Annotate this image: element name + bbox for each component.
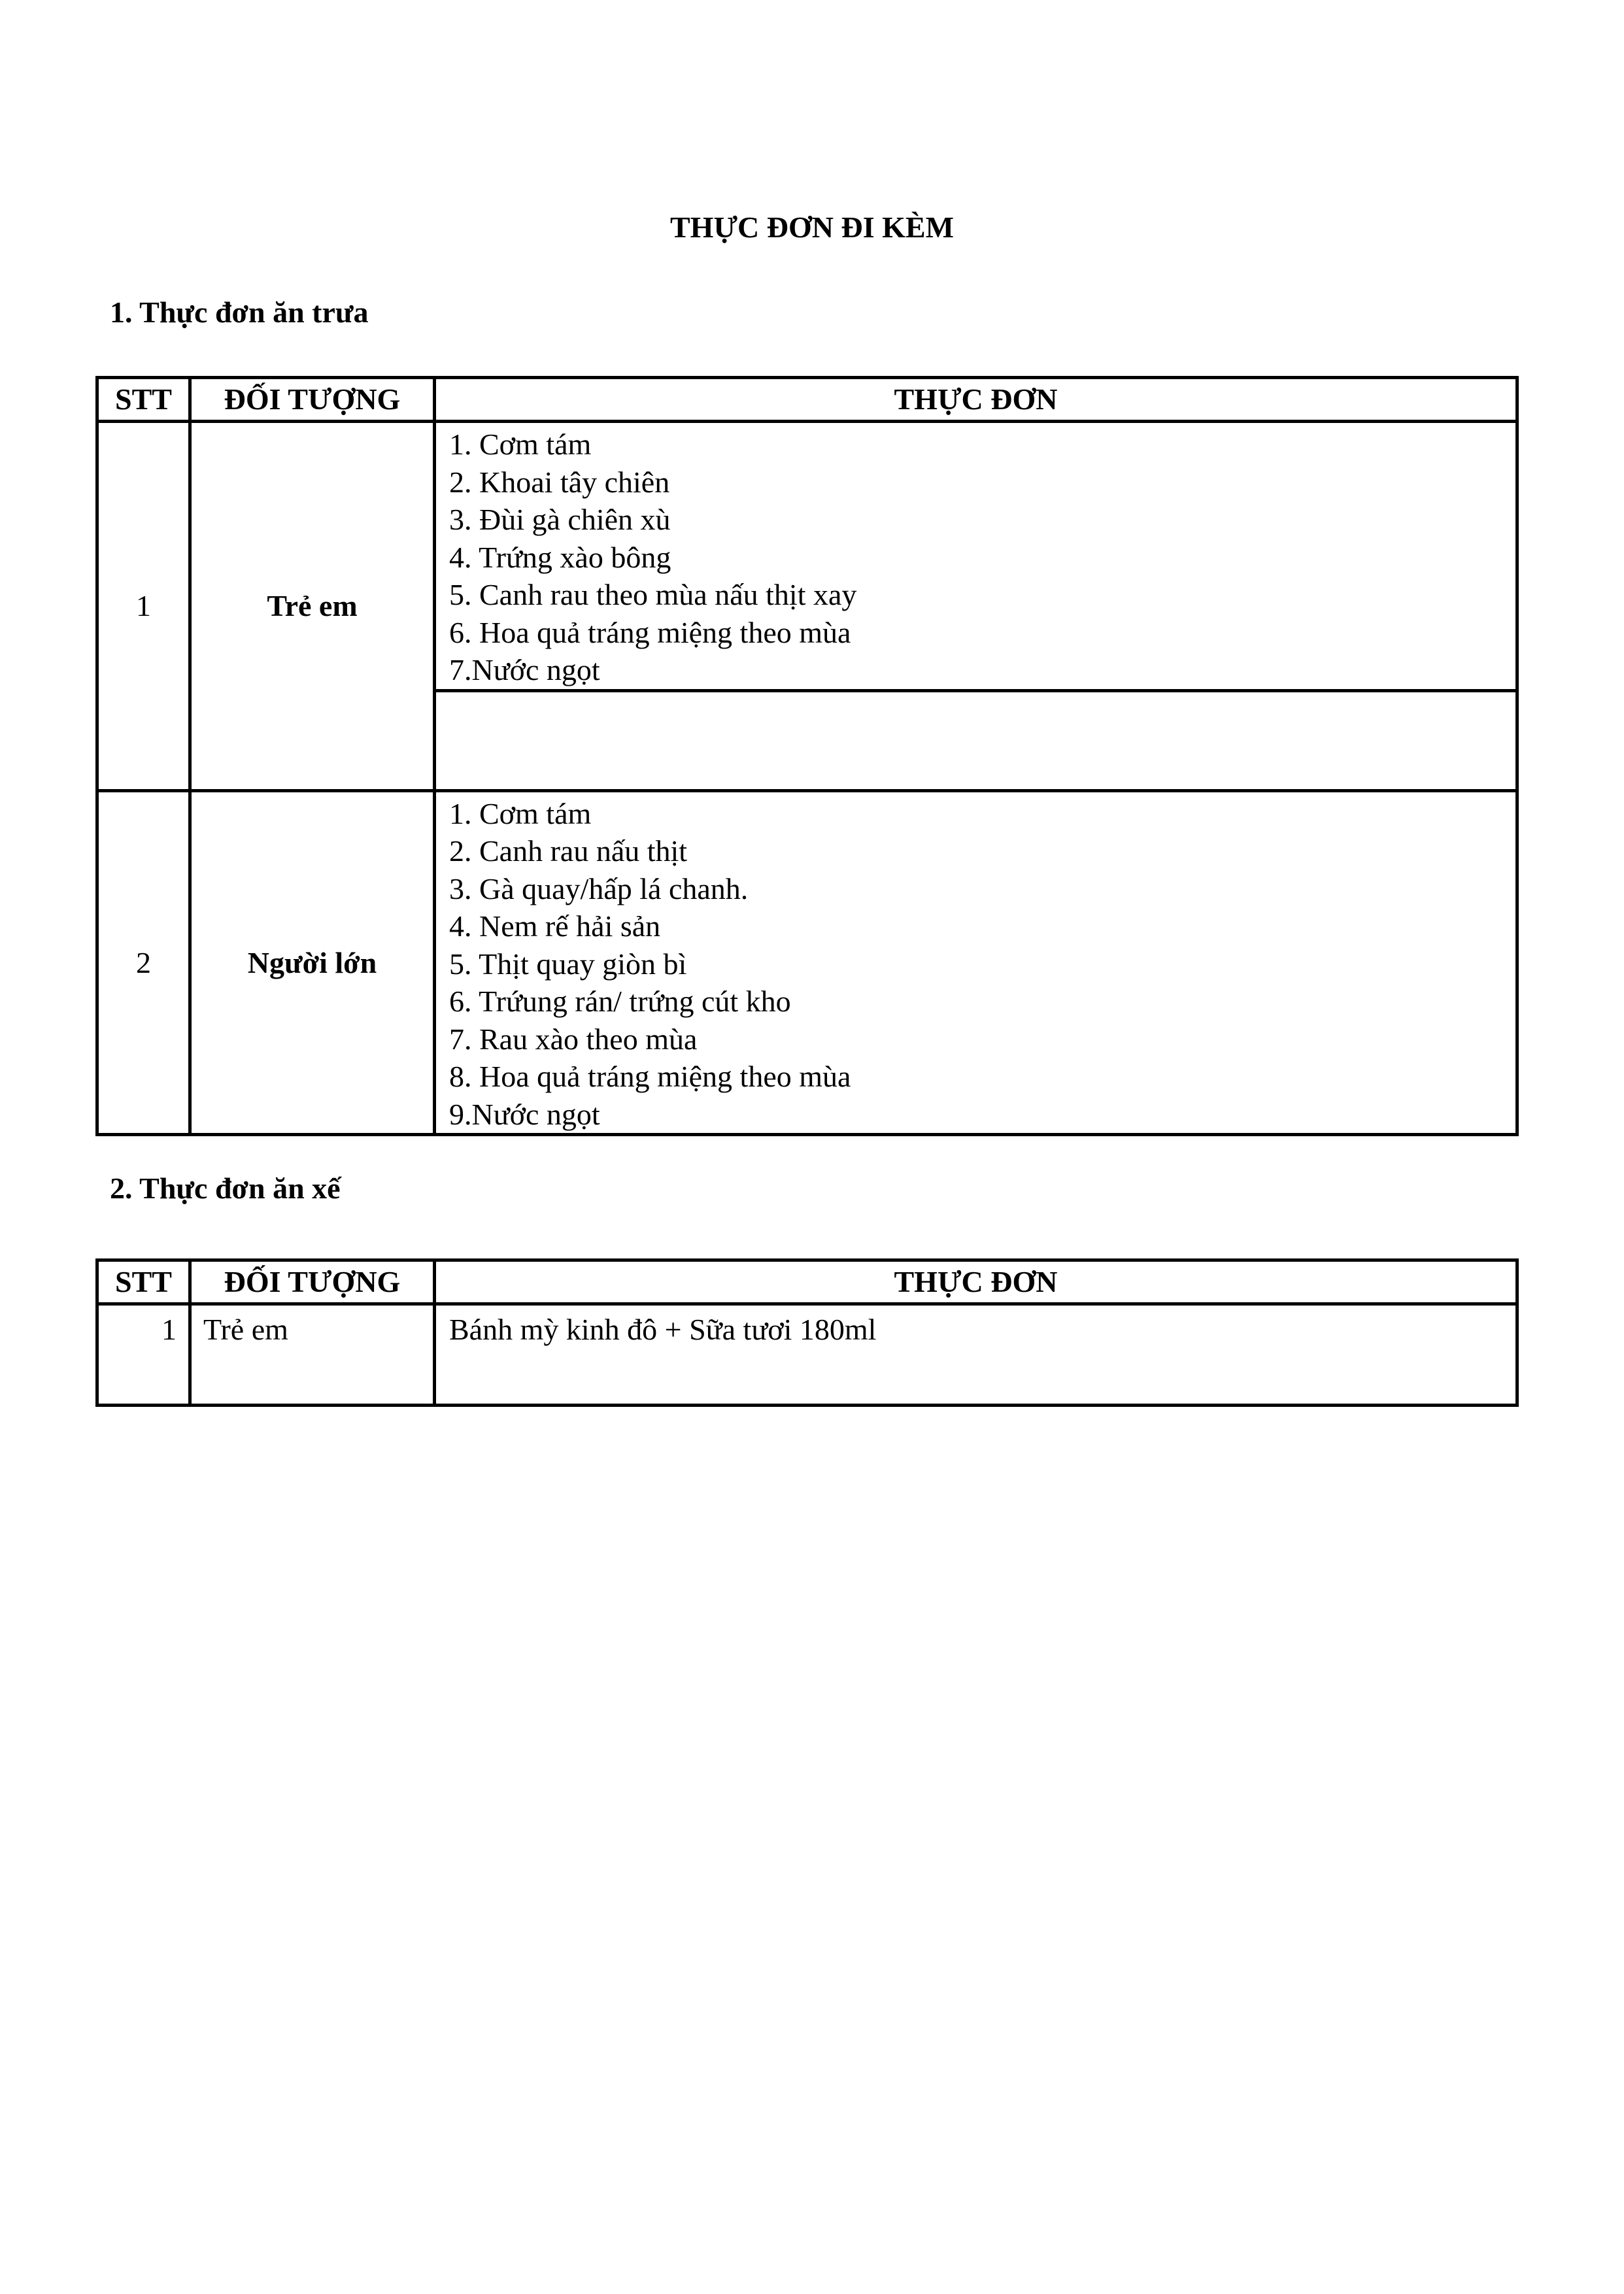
row-target: Người lớn	[190, 790, 435, 1135]
menu-item: 2. Khoai tây chiên	[449, 465, 670, 499]
table-row	[97, 1304, 1517, 1406]
menu-item: 6. Trứung rán/ trứng cút kho	[449, 985, 791, 1018]
document-title: THỰC ĐƠN ĐI KÈM	[669, 211, 954, 244]
lunch-section-heading: 1. Thực đơn ăn trưa	[110, 295, 369, 329]
row-stt: 2	[97, 790, 190, 1135]
menu-item: 7.Nước ngọt	[449, 653, 600, 686]
menu-item: 5. Canh rau theo mùa nấu thịt xay	[449, 578, 857, 611]
menu-item: 1. Cơm tám	[449, 796, 592, 830]
row-menu: Bánh mỳ kinh đô + Sữa tươi 180ml	[435, 1304, 1517, 1406]
table-row	[97, 422, 1517, 691]
row-target: Trẻ em	[190, 1304, 435, 1406]
table-header-row	[97, 1260, 1517, 1304]
menu-item: 4. Trứng xào bông	[449, 540, 671, 574]
menu-list-cell	[435, 422, 1517, 691]
table-row	[97, 790, 1517, 1135]
empty-menu-cell	[435, 690, 1517, 790]
column-header-stt: STT	[97, 1260, 190, 1304]
menu-list-cell	[435, 790, 1517, 1135]
column-header-menu: THỰC ĐƠN	[435, 1260, 1517, 1304]
column-header-stt: STT	[97, 378, 190, 422]
column-header-menu: THỰC ĐƠN	[435, 378, 1517, 422]
menu-item: 1. Cơm tám	[449, 428, 592, 461]
menu-item: 9.Nước ngọt	[449, 1097, 600, 1131]
menu-item: 7. Rau xào theo mùa	[449, 1022, 698, 1056]
menu-item: 4. Nem rế hải sản	[449, 909, 661, 943]
menu-item: 6. Hoa quả tráng miệng theo mùa	[449, 615, 851, 649]
lunch-menu-table	[95, 376, 1519, 1136]
column-header-target: ĐỐI TƯỢNG	[190, 1260, 435, 1304]
column-header-target: ĐỐI TƯỢNG	[190, 378, 435, 422]
menu-item: 5. Thịt quay giòn bì	[449, 947, 687, 981]
row-stt: 1	[97, 1304, 190, 1406]
menu-item: 2. Canh rau nấu thịt	[449, 834, 688, 868]
menu-item: 8. Hoa quả tráng miệng theo mùa	[449, 1060, 851, 1093]
menu-item: 3. Đùi gà chiên xù	[449, 503, 671, 536]
row-target: Trẻ em	[190, 422, 435, 791]
menu-item: 3. Gà quay/hấp lá chanh.	[449, 871, 749, 905]
snack-section-heading: 2. Thực đơn ăn xế	[110, 1172, 341, 1205]
row-stt: 1	[97, 422, 190, 791]
snack-menu-table	[95, 1258, 1519, 1407]
table-header-row	[97, 378, 1517, 422]
